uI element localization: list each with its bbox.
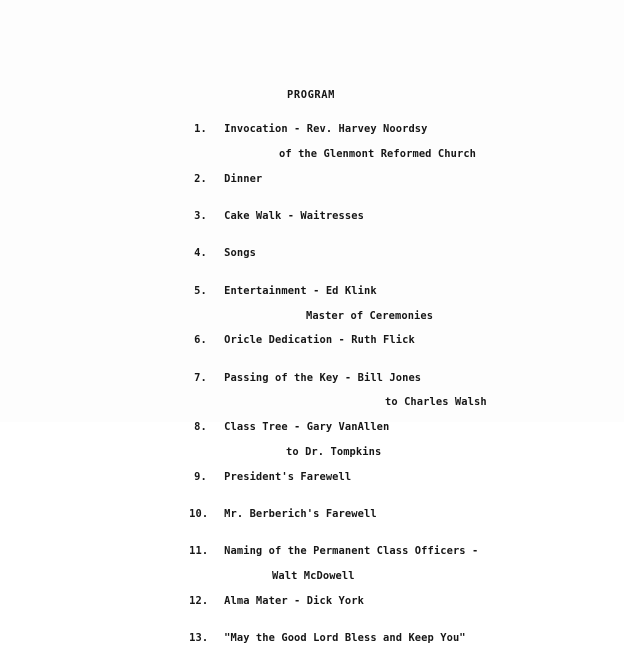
program-item-12 [156, 582, 596, 619]
program-item-8 [156, 409, 596, 446]
item-number: 1. [194, 123, 207, 136]
program-title: PROGRAM [287, 89, 335, 101]
item-number: 9. [194, 470, 207, 483]
program-item-2 [156, 161, 596, 198]
item-number: 2. [194, 173, 207, 186]
item-continuation: to Charles Walsh [385, 396, 487, 409]
program-list [156, 111, 596, 657]
program-item-7 [156, 359, 596, 396]
item-text: Songs [224, 247, 256, 260]
item-text: Entertainment - Ed Klink [224, 284, 377, 297]
item-number: 5. [194, 284, 207, 297]
item-number: 4. [194, 247, 207, 260]
item-text: Cake Walk - Waitresses [224, 210, 364, 223]
item-number: 7. [194, 371, 207, 384]
program-item-6 [156, 322, 596, 359]
item-text: Naming of the Permanent Class Officers - [224, 545, 479, 558]
item-number: 11. [189, 545, 209, 558]
item-number: 10. [189, 508, 209, 520]
item-text: Class Tree - Gary VanAllen [224, 421, 390, 434]
item-number: 13. [189, 632, 209, 645]
item-text: Mr. Berberich's Farewell [224, 508, 377, 520]
program-item-3 [156, 198, 596, 235]
item-continuation: to Dr. Tompkins [286, 445, 382, 458]
item-text: Oricle Dedication - Ruth Flick [224, 334, 415, 347]
item-continuation: Walt McDowell [272, 570, 355, 583]
item-continuation: Master of Ceremonies [306, 309, 434, 322]
item-text: Alma Mater - Dick York [224, 594, 364, 607]
program-item-9 [156, 458, 596, 495]
item-number: 6. [194, 334, 207, 347]
program-item-5 [156, 272, 596, 309]
program-item-13 [156, 620, 596, 657]
item-number: 12. [189, 594, 209, 607]
item-number: 3. [194, 210, 207, 223]
program-item-1 [156, 111, 596, 148]
item-text: "May the Good Lord Bless and Keep You" [224, 632, 466, 645]
item-continuation: of the Glenmont Reformed Church [279, 148, 477, 161]
program-item-10 [156, 496, 596, 533]
program-item-11 [156, 533, 596, 570]
item-text: President's Farewell [224, 470, 352, 483]
item-number: 8. [194, 421, 207, 434]
item-text: Dinner [224, 173, 263, 186]
item-text: Passing of the Key - Bill Jones [224, 371, 422, 384]
item-text: Invocation - Rev. Harvey Noordsy [224, 123, 428, 136]
program-item-4 [156, 235, 596, 272]
